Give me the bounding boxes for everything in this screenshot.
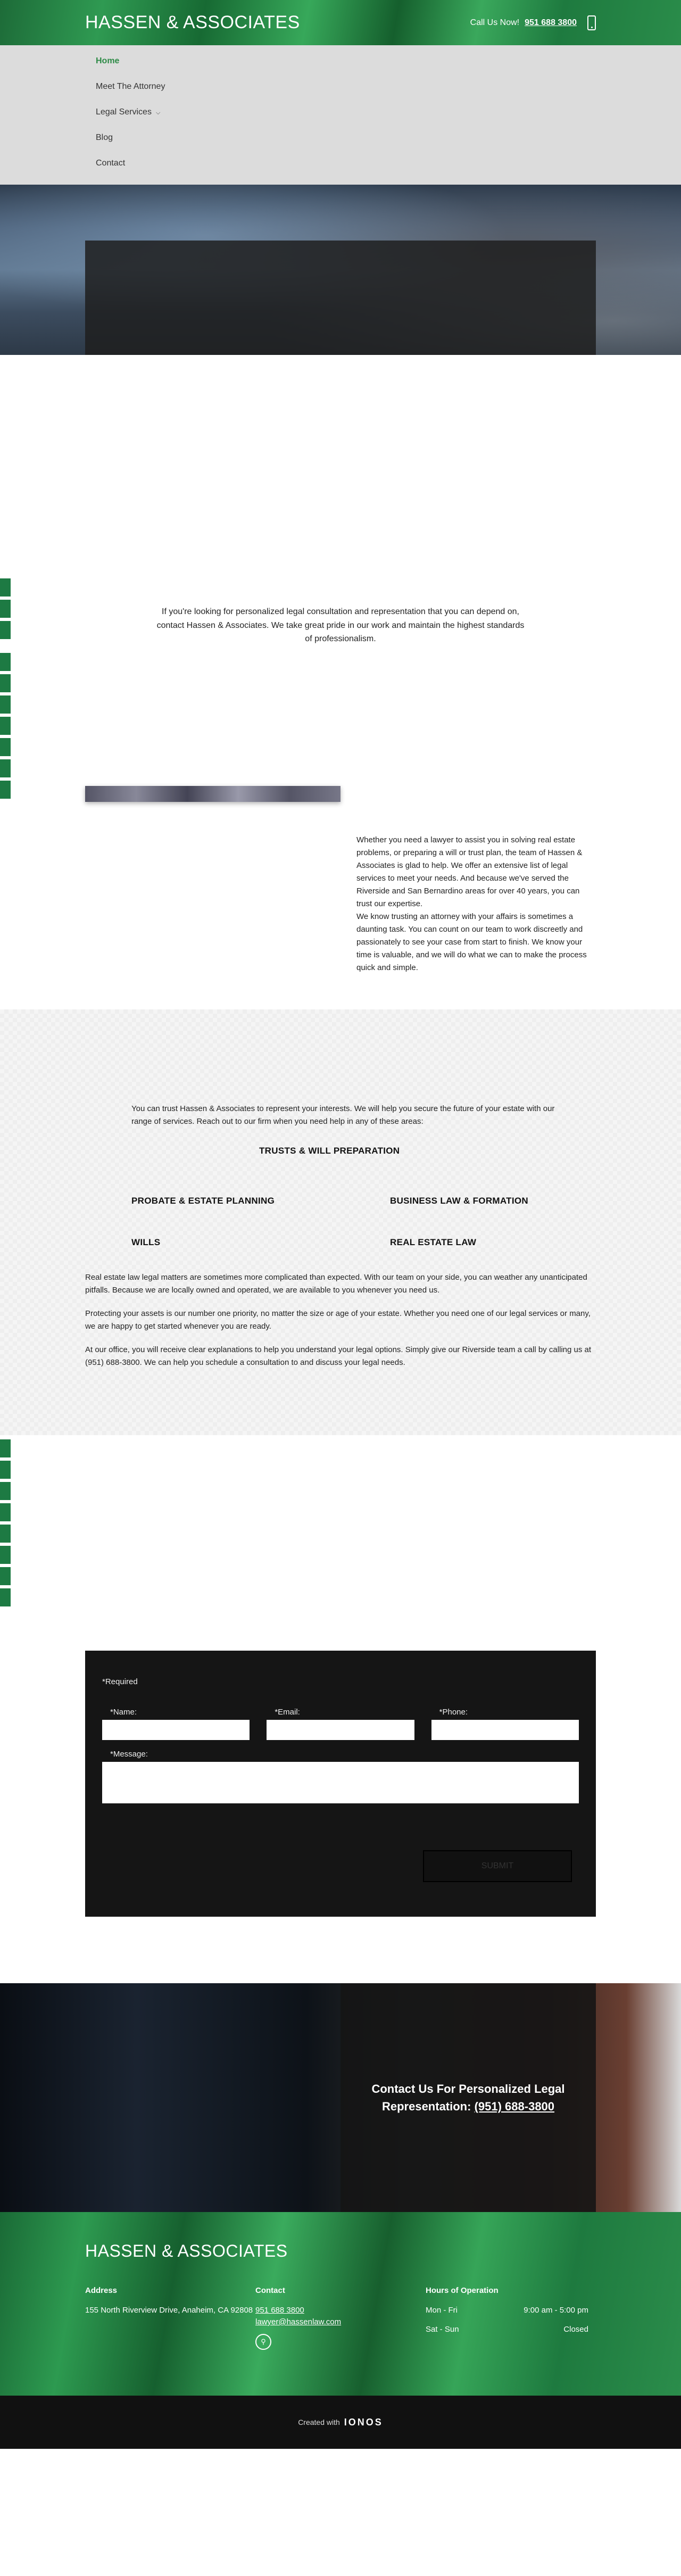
side-bar: [0, 1461, 11, 1479]
nav-item-legal-services[interactable]: [96, 102, 681, 127]
hours-time: Closed: [563, 2325, 588, 2334]
services-body: [85, 1271, 596, 1380]
side-bar: [0, 621, 11, 639]
about-text: [356, 834, 596, 974]
about-section: [0, 738, 681, 1009]
hours-heading: Hours of Operation: [426, 2286, 499, 2295]
hero-banner: [0, 185, 681, 355]
side-bar: [0, 1546, 11, 1564]
nav-item-contact[interactable]: Contact: [96, 159, 126, 168]
side-bar: [0, 600, 11, 618]
side-bar: [0, 674, 11, 692]
nav-item-meet-the-attorney[interactable]: Meet The Attorney: [96, 82, 165, 91]
email-label: *Email:: [275, 1708, 300, 1717]
message-textarea[interactable]: [102, 1762, 579, 1803]
service-title: PROBATE & ESTATE PLANNING: [131, 1196, 275, 1206]
side-bar: [0, 578, 11, 597]
chevron-down-icon[interactable]: ⌵: [155, 110, 161, 116]
map-pin-icon[interactable]: ⚲: [255, 2334, 271, 2350]
footer-phone-link[interactable]: 951 688 3800: [255, 2305, 304, 2315]
services-paragraph: Protecting your assets is our number one priority, no matter the size or age of your estate. Whether you need one of our legal services or many, we are happy to get started whenever you are ready.: [85, 1309, 591, 1331]
cta-label: Contact Us For Personalized Legal Representation:: [371, 2082, 565, 2113]
side-bar: [0, 1567, 11, 1585]
service-title: TRUSTS & WILL PREPARATION: [259, 1146, 400, 1156]
cta-phone-link[interactable]: (951) 688-3800: [474, 2100, 555, 2113]
cta-banner: [0, 1983, 681, 2212]
provider-logo[interactable]: IONOS: [344, 2416, 383, 2428]
required-note: *Required: [102, 1677, 138, 1686]
service-title: BUSINESS LAW & FORMATION: [390, 1196, 528, 1206]
email-field-group: [267, 1708, 414, 1740]
header-phone-link[interactable]: 951 688 3800: [525, 18, 577, 27]
name-field-group: [102, 1708, 250, 1740]
footer-brand: HASSEN & ASSOCIATES: [85, 2241, 288, 2260]
email-input[interactable]: [267, 1720, 414, 1740]
contact-heading: Contact: [255, 2286, 285, 2295]
footer-address-column: [85, 2285, 255, 2350]
cta-box: [340, 1983, 596, 2212]
site-footer: [0, 2212, 681, 2396]
hours-day: Mon - Fri: [426, 2305, 458, 2315]
address-text: 155 North Riverview Drive, Anaheim, CA 92808: [85, 2305, 253, 2315]
hours-day: Sat - Sun: [426, 2325, 459, 2334]
call-label: Call Us Now!: [470, 18, 520, 27]
side-bar-group: [0, 1439, 11, 1610]
message-label: *Message:: [110, 1750, 148, 1759]
site-logo-text[interactable]: HASSEN & ASSOCIATES: [85, 12, 300, 32]
services-section: [0, 1009, 681, 1435]
side-bar: [0, 1525, 11, 1543]
service-title: REAL ESTATE LAW: [390, 1237, 477, 1247]
intro-text: If you're looking for personalized legal consultation and representation that you can depend on, contact Hassen & Associates. We take great pride in our work and maintain the highest standards of professionalism.: [156, 607, 525, 644]
call-box: [470, 15, 596, 30]
nav-item-blog[interactable]: Blog: [96, 133, 113, 142]
address-heading: Address: [85, 2286, 118, 2295]
intro-section: [0, 355, 681, 738]
about-paragraph: We know trusting an attorney with your affairs is sometimes a daunting task. You can count on our team to work discreetly and passionately to see your case from start to finish. We know your time is valuable, and we will do what we can to make the process quick and simple.: [356, 912, 587, 972]
cta-text: [362, 2080, 575, 2115]
message-field-group: [102, 1750, 579, 1806]
nav-item-home[interactable]: Home: [96, 56, 120, 65]
site-header: [0, 0, 681, 45]
services-intro: You can trust Hassen & Associates to represent your interests. We will help you secure the future of your estate with our range of services. Reach out to our firm when you need help in any of these areas:: [131, 1104, 555, 1126]
about-paragraph: Whether you need a lawyer to assist you in solving real estate problems, or preparing a will or trust plan, the team of Hassen & Associates is glad to help. We offer an extensive list of legal services to meet your needs. And because we've served the Riverside and San Bernardino areas for over 40 years, you can trust our expertise.: [356, 835, 583, 908]
mobile-phone-icon[interactable]: [587, 15, 596, 30]
name-label: *Name:: [110, 1708, 137, 1717]
side-bar: [0, 717, 11, 735]
name-input[interactable]: [102, 1720, 250, 1740]
hours-row: [426, 2305, 588, 2317]
services-paragraph: Real estate law legal matters are sometimes more complicated than expected. With our team on your side, you can weather any unanticipated pitfalls. Because we are locally owned and operated, we are available to you whenever you need us.: [85, 1273, 587, 1295]
side-bar: [0, 653, 11, 671]
services-paragraph: At our office, you will receive clear explanations to help you understand your legal options. Simply give our Riverside team a call by calling us at (951) 688-3800. We can help you schedule a consultation to and discuss your legal needs.: [85, 1345, 592, 1367]
footer-email-link[interactable]: lawyer@hassenlaw.com: [255, 2317, 342, 2326]
created-with-label: Created with: [298, 2418, 340, 2426]
side-bar: [0, 1482, 11, 1500]
side-bar: [0, 1588, 11, 1606]
side-bar: [0, 695, 11, 714]
form-field-row: [102, 1708, 579, 1740]
side-bar-group: [0, 578, 11, 642]
contact-form-section: [0, 1435, 681, 1983]
contact-form: [85, 1651, 596, 1917]
main-navigation: [0, 45, 681, 185]
hero-overlay-box: [85, 241, 596, 355]
hours-time: 9:00 am - 5:00 pm: [524, 2305, 588, 2315]
nav-item-label: Legal Services: [96, 107, 152, 117]
hours-row: [426, 2324, 588, 2336]
footer-hours-column: [426, 2285, 596, 2350]
side-bar: [0, 1439, 11, 1457]
side-bar: [0, 1503, 11, 1521]
phone-label: *Phone:: [439, 1708, 468, 1717]
footer-contact-column: [255, 2285, 426, 2350]
phone-field-group: [431, 1708, 579, 1740]
bottom-bar: [0, 2396, 681, 2449]
submit-button[interactable]: SUBMIT: [423, 1850, 572, 1882]
footer-columns: [85, 2285, 596, 2350]
service-title: WILLS: [131, 1237, 161, 1247]
phone-input[interactable]: [431, 1720, 579, 1740]
about-image: [85, 786, 340, 802]
